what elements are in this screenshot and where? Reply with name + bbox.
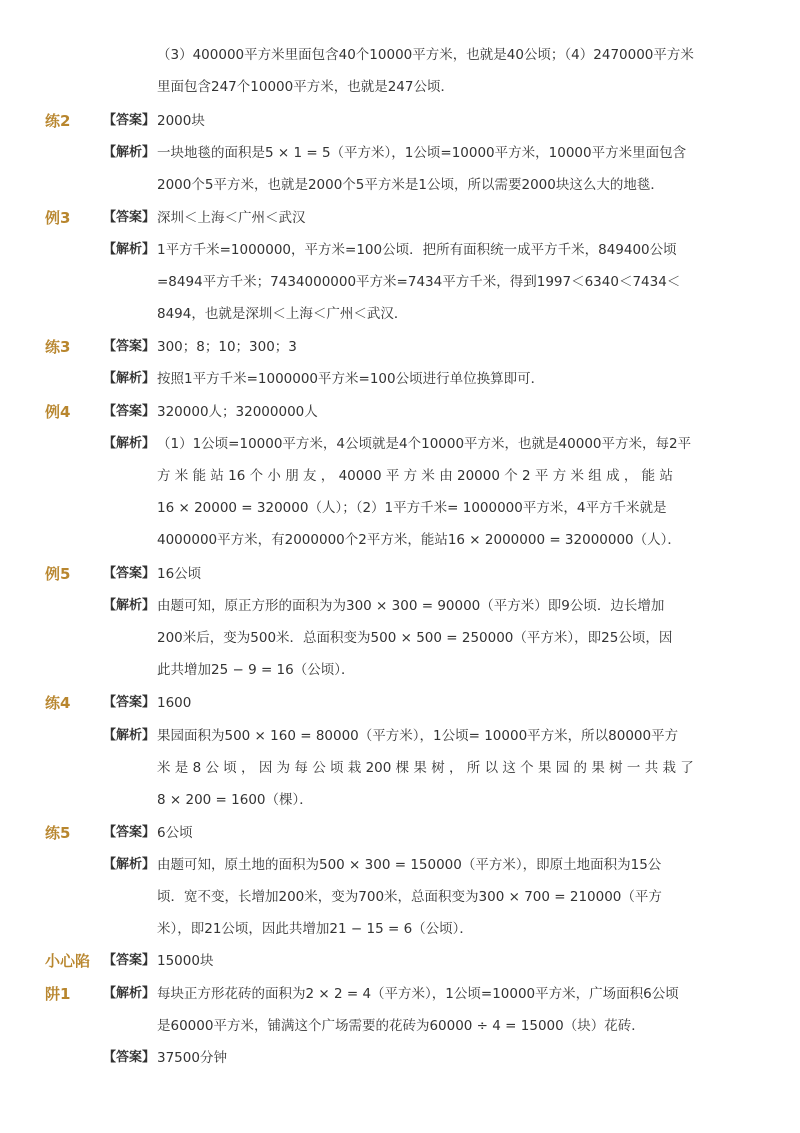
answer-text: 15000块 (157, 953, 214, 969)
answer-text: 320000人；32000000人 (157, 404, 318, 420)
analysis-text: 每块正方形花砖的面积为2 × 2 = 4（平方米），1公顷=10000平方米，广场面积6公顷 是60000平方米，铺满这个广场需要的花砖为60000 ÷ 4 = 15000（块）花砖． (157, 986, 679, 1034)
answer-text: 300；8；10；300；3 (157, 339, 297, 355)
analysis-text: 按照1平方千米=1000000平方米=100公顷进行单位换算即可． (157, 371, 545, 387)
analysis-text: （1）1公顷=10000平方米，4公顷就是4个10000平方米，也就是40000平方米，每2平 方 米 能 站 16 个 小 朋 友 ， 40000 平 方 米 由 20000 个 2 平 方 米 组 成 ， 能 站 16 × 20000 = 320000（人）；（2）1平方千米= 1000000平方米，4平方千米就是 4000000平方米，有2000000个2平方米，能站16 × 2000000 = 32000000（人）． (157, 436, 692, 548)
section-label: 小心陷 (45, 952, 91, 970)
analysis-text: 由题可知，原土地的面积为500 × 300 = 150000（平方米），即原土地面积为15公 顷．宽不变，长增加200米，变为700米，总面积变为300 × 700 = 210000（平方 米），即21公顷，因此共增加21 − 15 = 6（公顷）． (157, 857, 662, 937)
answer-text: 深圳＜上海＜广州＜武汉 (157, 210, 306, 226)
section-label: 例4 (45, 403, 71, 421)
section-label: 练3 (45, 338, 71, 356)
answer-text: 6公顷 (157, 825, 193, 841)
section-label: 练2 (45, 112, 71, 130)
answer-tag: 【答案】 (103, 404, 156, 419)
analysis-tag: 【解析】 (103, 371, 156, 386)
analysis-tag: 【解析】 (103, 857, 156, 872)
analysis-tag: 【解析】 (103, 728, 156, 743)
answer-tag: 【答案】 (103, 825, 156, 840)
analysis-tag: 【解析】 (103, 986, 156, 1001)
answer-tag: 【答案】 (103, 113, 156, 128)
analysis-text: 1平方千米=1000000，平方米=100公顷．把所有面积统一成平方千米，849400公顷 =8494平方千米；7434000000平方米=7434平方千米，得到1997＜6340＜7434＜ 8494，也就是深圳＜上海＜广州＜武汉． (157, 242, 681, 322)
answer-text: 1600 (157, 695, 192, 711)
section-label: 阱1 (45, 985, 71, 1003)
analysis-text: 果园面积为500 × 160 = 80000（平方米），1公顷= 10000平方米，所以80000平方 米 是 8 公 顷 ， 因 为 每 公 顷 栽 200 棵 果 树 ， 所 以 这 个 果 园 的 果 树 一 共 栽 了 8 × 200 = 1600（棵）． (157, 728, 694, 808)
analysis-tag: 【解析】 (103, 242, 156, 257)
answer-tag: 【答案】 (103, 1050, 156, 1065)
section-label: 练4 (45, 694, 71, 712)
answer-tag: 【答案】 (103, 953, 156, 968)
answer-tag: 【答案】 (103, 210, 156, 225)
answer-tag: 【答案】 (103, 339, 156, 354)
answer-tag: 【答案】 (103, 566, 156, 581)
analysis-tag: 【解析】 (103, 145, 156, 160)
analysis-text: 由题可知，原正方形的面积为为300 × 300 = 90000（平方米）即9公顷．边长增加 200米后，变为500米．总面积变为500 × 500 = 250000（平方米），即25公顷，因 此共增加25 − 9 = 16（公顷）． (157, 598, 673, 678)
answer-text: 37500分钟 (157, 1050, 227, 1066)
answer-text: 16公顷 (157, 566, 202, 582)
answer-tag: 【答案】 (103, 695, 156, 710)
analysis-tag: 【解析】 (103, 598, 156, 613)
section-label: 练5 (45, 824, 71, 842)
section-label: 例5 (45, 565, 71, 583)
analysis-tag: 【解析】 (103, 436, 156, 451)
block-0-text: （3）400000平方米里面包含40个10000平方米，也就是40公顷；（4）2470000平方米 里面包含247个10000平方米，也就是247公顷． (157, 47, 694, 95)
answer-text: 2000块 (157, 113, 205, 129)
section-label: 例3 (45, 209, 71, 227)
analysis-text: 一块地毯的面积是5 × 1 = 5（平方米），1公顷=10000平方米，10000平方米里面包含 2000个5平方米，也就是2000个5平方米是1公顷，所以需要2000块这么大的地毯． (157, 145, 687, 193)
